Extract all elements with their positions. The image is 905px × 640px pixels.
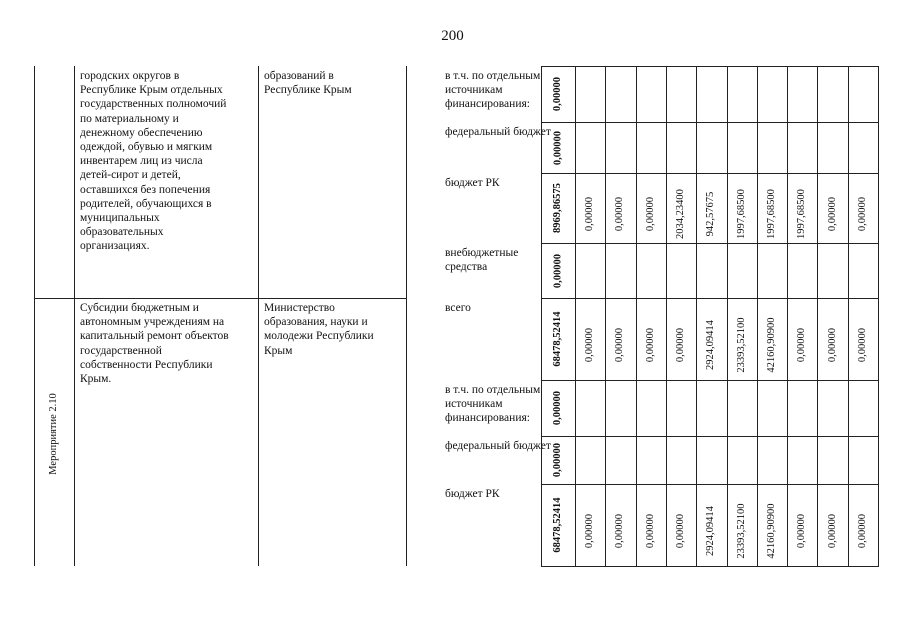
year-value: 0,00000: [826, 513, 838, 549]
funding-source: федеральный бюджет: [445, 126, 551, 138]
table-rule: [878, 66, 879, 566]
page-number: 200: [441, 28, 464, 44]
year-value: 0,00000: [856, 196, 868, 232]
table-rule: [541, 436, 879, 437]
table-rule: [541, 484, 879, 485]
year-value: 42160,90900: [765, 317, 777, 373]
year-value: 1997,68500: [765, 189, 777, 239]
year-value: 2924,09414: [705, 506, 717, 556]
year-value: 0,00000: [675, 513, 687, 549]
measure-description: Субсидии бюджетным и автономным учреждениям на капитальный ремонт объектов государственной собственности Республики Крым.: [80, 302, 229, 386]
year-value: 2924,09414: [705, 320, 717, 370]
funding-source: в т.ч. по отдельным источникам финансирования:: [445, 384, 541, 425]
row-total: 68478,52414: [552, 311, 563, 367]
year-value: 0,00000: [856, 327, 868, 363]
table-rule: [696, 66, 697, 566]
funding-source: внебюджетные средства: [445, 247, 519, 274]
row-total: 0,00000: [552, 76, 563, 112]
measure-executor: Министерство образования, науки и молодежи Республики Крым: [264, 302, 374, 357]
table-rule: [787, 66, 788, 566]
budget-table: [34, 66, 878, 566]
table-rule: [406, 66, 407, 566]
table-rule: [34, 66, 35, 566]
row-total: 0,00000: [552, 442, 563, 478]
year-value: 1997,68500: [796, 189, 808, 239]
table-rule: [74, 66, 75, 566]
year-value: 0,00000: [584, 513, 596, 549]
year-value: 0,00000: [644, 196, 656, 232]
measure-description: городских округов в Республике Крым отдельных государственных полномочий по материальному и денежному обеспечению одеждой, обувью и мягким инвентарем лиц из числа детей-сирот и детей, оставшихся без попечения родителей, обучающихся в муниципальных образовательных организациях.: [80, 70, 227, 253]
year-value: 0,00000: [584, 196, 596, 232]
year-value: 23393,52100: [735, 317, 747, 373]
year-value: 942,57675: [705, 191, 717, 237]
year-value: 0,00000: [644, 513, 656, 549]
year-value: 0,00000: [614, 513, 626, 549]
table-rule: [541, 298, 879, 299]
table-rule: [541, 66, 879, 67]
year-value: 23393,52100: [735, 503, 747, 559]
funding-source: федеральный бюджет: [445, 440, 551, 452]
table-rule: [757, 66, 758, 566]
year-value: 0,00000: [826, 196, 838, 232]
year-value: 0,00000: [796, 327, 808, 363]
funding-source: бюджет РК: [445, 177, 500, 189]
measure-label: Мероприятие 2.10: [48, 393, 59, 475]
row-total: 0,00000: [552, 130, 563, 165]
year-value: 2034,23400: [675, 189, 687, 239]
table-rule: [817, 66, 818, 566]
year-value: 1997,68500: [735, 189, 747, 239]
funding-source: всего: [445, 302, 471, 314]
row-total: 68478,52414: [552, 497, 563, 553]
year-value: 0,00000: [796, 513, 808, 549]
table-rule: [848, 66, 849, 566]
year-value: 0,00000: [826, 327, 838, 363]
year-value: 0,00000: [856, 513, 868, 549]
row-total: 8969,86575: [552, 183, 563, 233]
table-rule: [727, 66, 728, 566]
funding-source: бюджет РК: [445, 488, 500, 500]
table-rule: [541, 173, 879, 174]
funding-source: в т.ч. по отдельным источникам финансирования:: [445, 70, 541, 111]
row-total: 0,00000: [552, 253, 563, 288]
year-value: 0,00000: [584, 327, 596, 363]
year-value: 0,00000: [675, 327, 687, 363]
table-rule: [34, 298, 407, 299]
year-value: 0,00000: [614, 196, 626, 232]
year-value: 0,00000: [644, 327, 656, 363]
row-total: 0,00000: [552, 390, 563, 426]
year-value: 42160,90900: [765, 503, 777, 559]
measure-executor: образований в Республике Крым: [264, 70, 352, 97]
table-rule: [258, 66, 259, 566]
table-rule: [541, 122, 879, 123]
year-value: 0,00000: [614, 327, 626, 363]
